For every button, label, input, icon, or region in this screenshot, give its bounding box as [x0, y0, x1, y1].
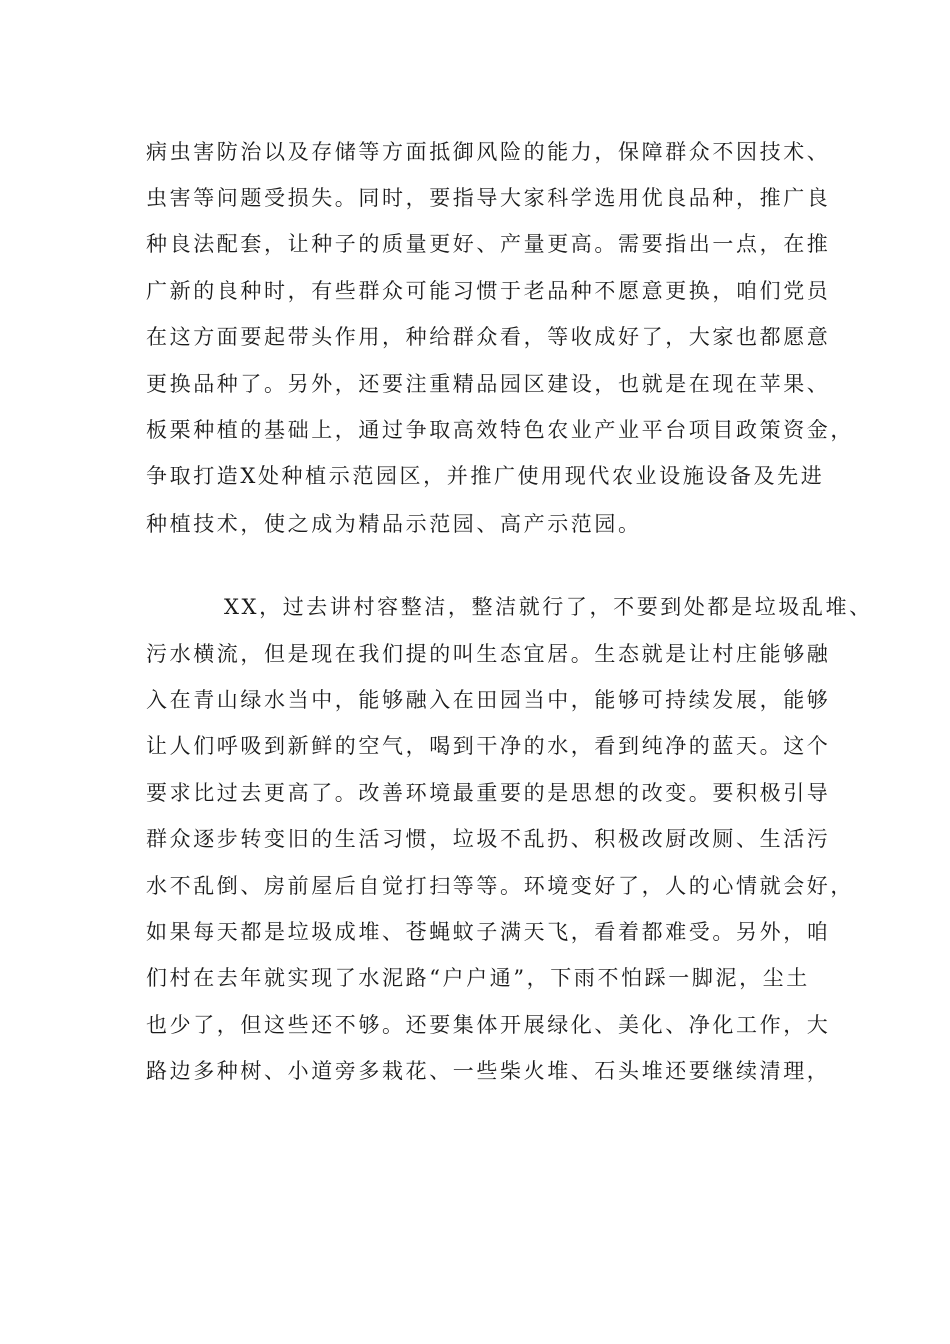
- text-line: 们村在去年就实现了水泥路“户户通”，下雨不怕踩一脚泥，尘土: [146, 966, 810, 990]
- text-line: 要求比过去更高了。改善环境最重要的是思想的改变。要积极引导: [146, 781, 831, 805]
- text-line: 种植技术，使之成为精品示范园、高产示范园。: [146, 512, 642, 536]
- text-line: 入在青山绿水当中，能够融入在田园当中，能够可持续发展，能够: [146, 688, 831, 712]
- paragraph-first-line: XX，过去讲村容整洁，整洁就行了，不要到处都是垃圾乱堆、: [224, 595, 873, 619]
- text-line: 在这方面要起带头作用，种给群众看，等收成好了，大家也都愿意: [146, 325, 831, 349]
- text-line: 路边多种树、小道旁多栽花、一些柴火堆、石头堆还要继续清理，: [146, 1059, 831, 1083]
- text-line: 板栗种植的基础上，通过争取高效特色农业产业平台项目政策资金，: [146, 418, 854, 442]
- text-line: 虫害等问题受损失。同时，要指导大家科学选用优良品种，推广良: [146, 186, 831, 210]
- text-line: 污水横流，但是现在我们提的叫生态宜居。生态就是让村庄能够融: [146, 642, 831, 666]
- text-line: 广新的良种时，有些群众可能习惯于老品种不愿意更换，咱们党员: [146, 279, 831, 303]
- text-line: 争取打造X处种植示范园区，并推广使用现代农业设施设备及先进: [146, 464, 825, 488]
- text-line: 也少了，但这些还不够。还要集体开展绿化、美化、净化工作，大: [146, 1013, 831, 1037]
- text-line: 如果每天都是垃圾成堆、苍蝇蚊子满天飞，看着都难受。另外，咱: [146, 920, 831, 944]
- text-line: 病虫害防治以及存储等方面抵御风险的能力，保障群众不因技术、: [146, 140, 831, 164]
- text-line: 水不乱倒、房前屋后自觉打扫等等。环境变好了，人的心情就会好，: [146, 874, 854, 898]
- text-line: 种良法配套，让种子的质量更好、产量更高。需要指出一点，在推: [146, 232, 831, 256]
- text-line: 群众逐步转变旧的生活习惯，垃圾不乱扔、积极改厨改厕、生活污: [146, 827, 831, 851]
- text-line: 更换品种了。另外，还要注重精品园区建设，也就是在现在苹果、: [146, 372, 831, 396]
- text-line: 让人们呼吸到新鲜的空气，喝到干净的水，看到纯净的蓝天。这个: [146, 734, 831, 758]
